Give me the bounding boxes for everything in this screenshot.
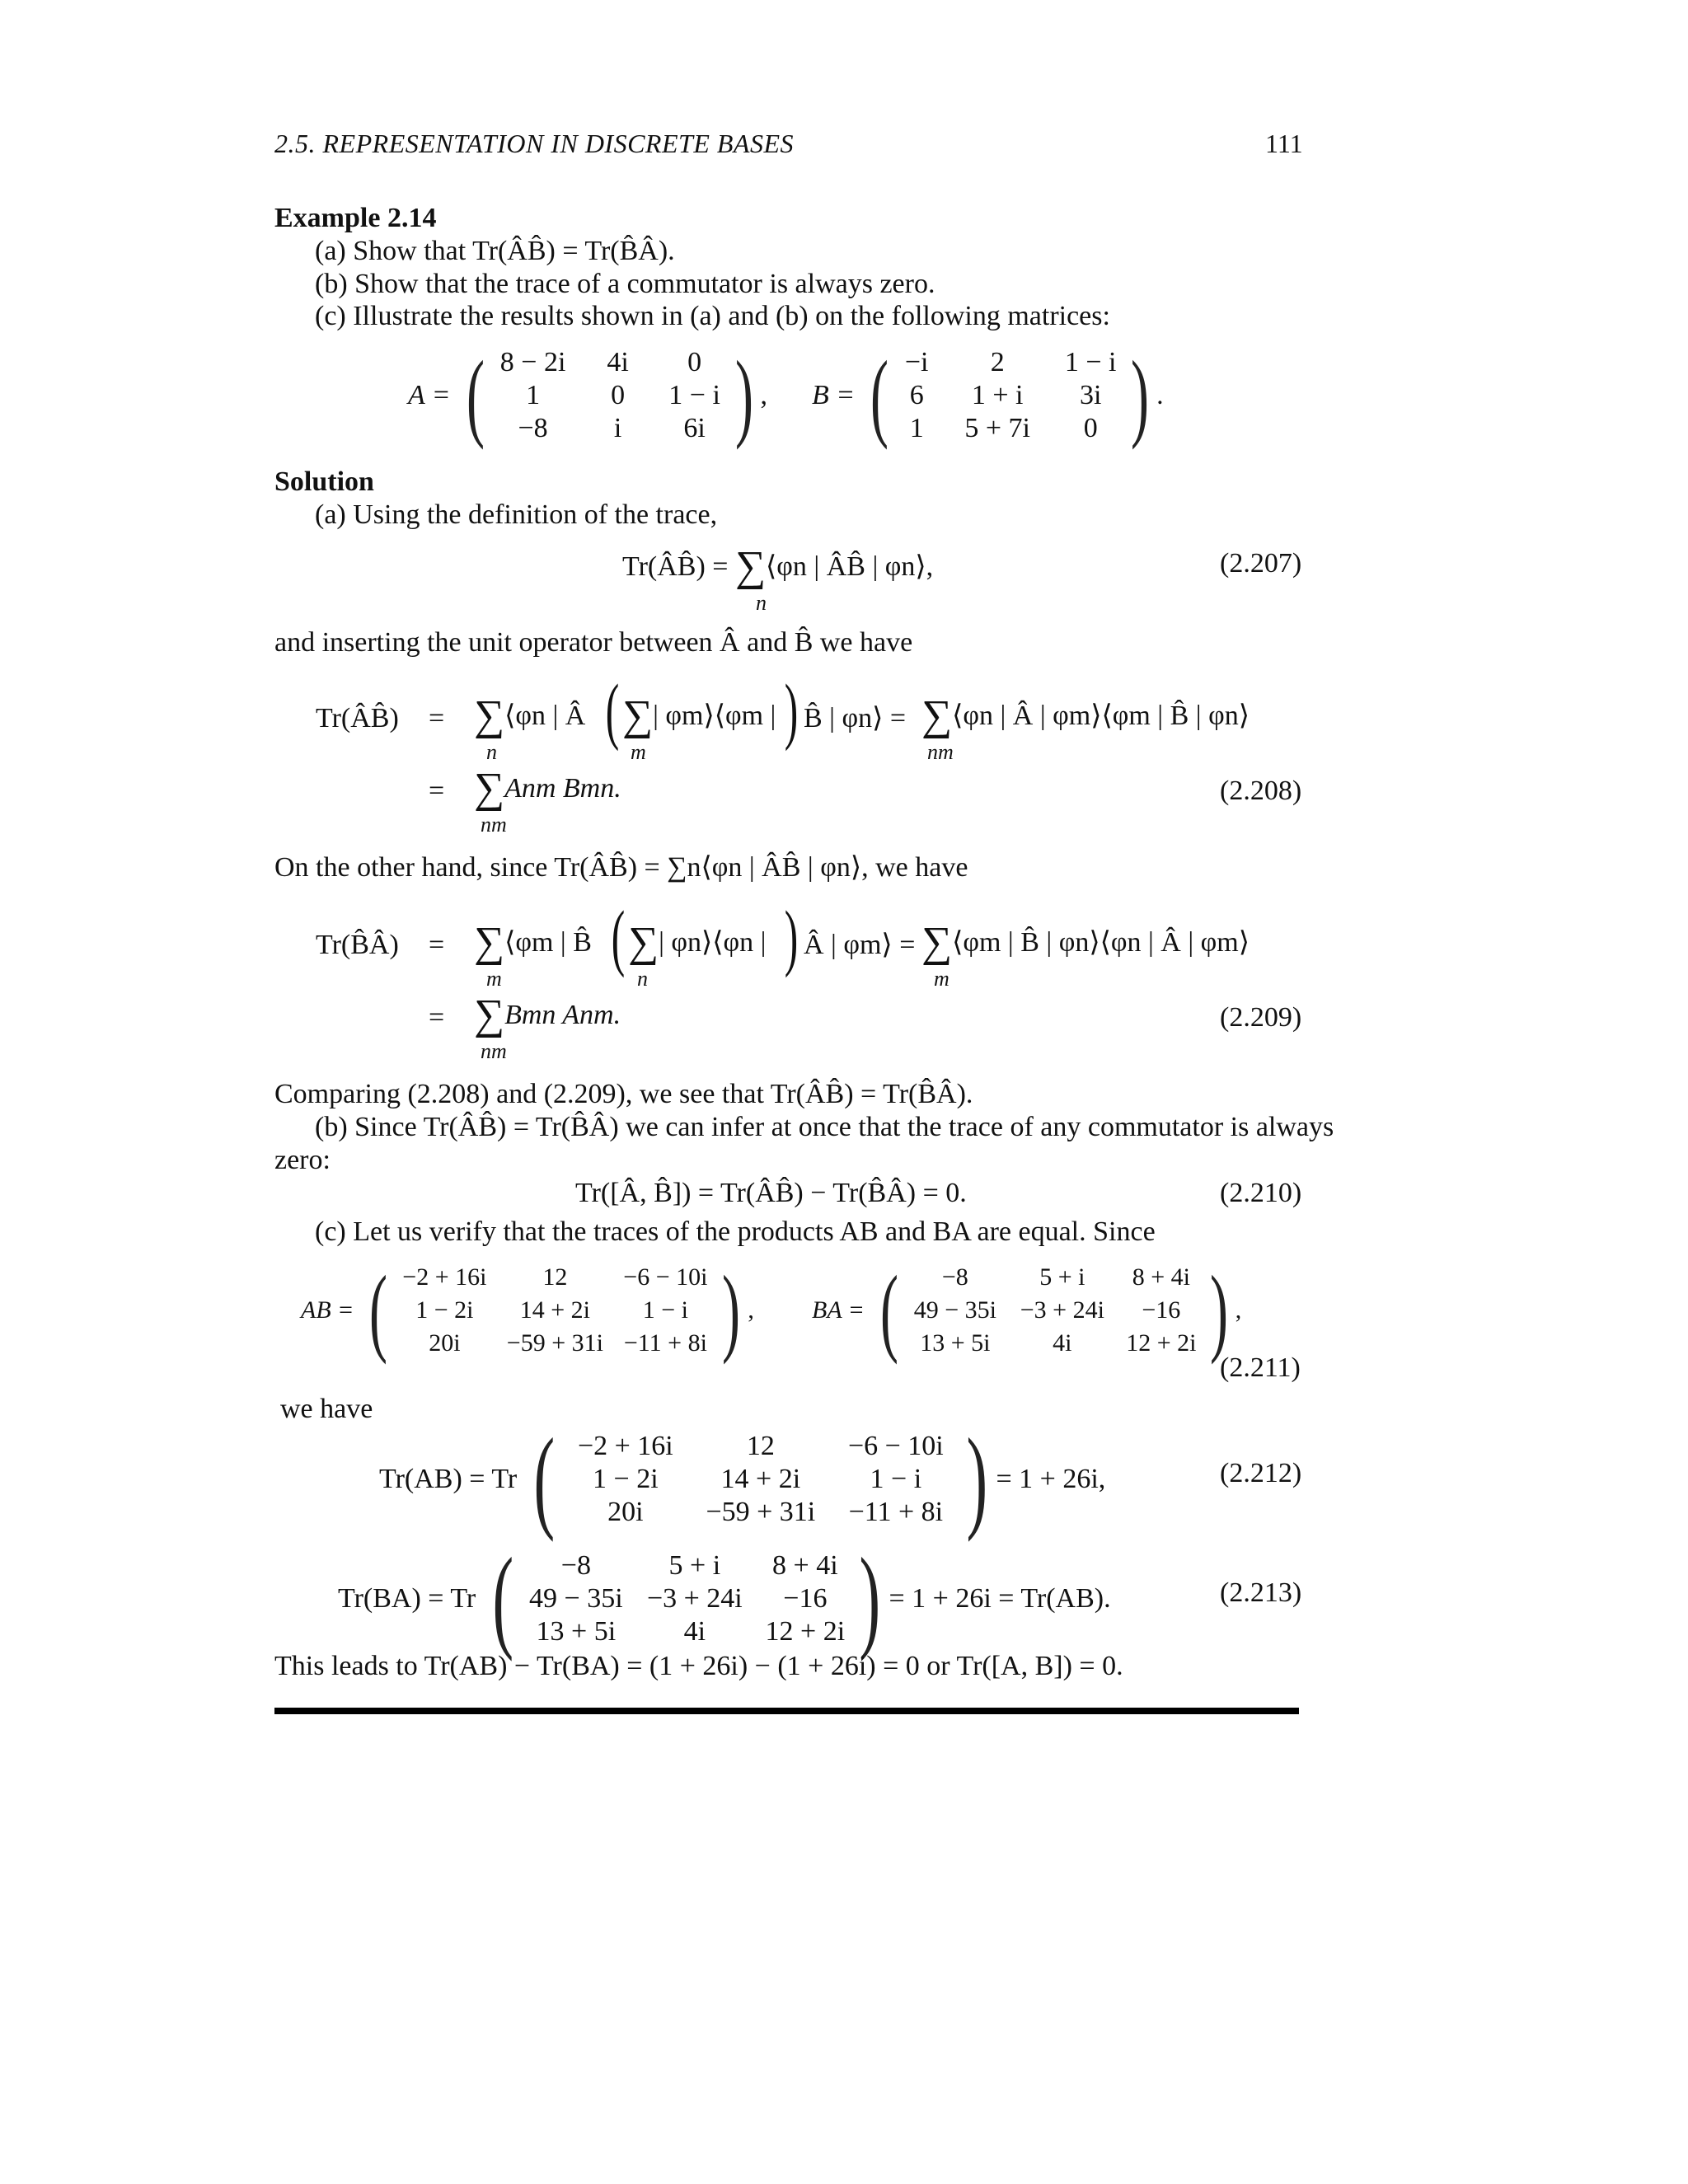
matrix-ab-label: AB = [301, 1296, 354, 1324]
matrix-cell: −59 + 31i [506, 1329, 603, 1357]
eq209-part-c: Â | φm⟩ = [804, 930, 916, 960]
matrix-cell: −6 − 10i [847, 1431, 944, 1461]
matrix-ab-grid [395, 1262, 715, 1359]
left-paren: ( [879, 1255, 898, 1365]
eq208-rhs [921, 692, 1250, 739]
conclusion-text: This leads to Tr(AB) − Tr(BA) = (1 + 26i) − (1 + 26i) = 0 or Tr([A, B]) = 0. [274, 1651, 1123, 1681]
matrix-cell: 0 [611, 380, 626, 410]
left-big-paren: ( [605, 670, 620, 752]
end-of-example-rule [274, 1708, 1299, 1714]
matrix-cell: 12 + 2i [1126, 1329, 1197, 1357]
eq208-part-b: | φm⟩⟨φm | [653, 701, 776, 731]
matrix-cell: i [613, 413, 622, 443]
eq209-line2 [474, 991, 621, 1038]
matrix-cell: −11 + 8i [848, 1497, 944, 1527]
matrix-cell: 49 − 35i [913, 1296, 996, 1324]
right-paren: ) [859, 1535, 880, 1662]
eq209-eq1: = [429, 930, 445, 960]
left-paren: ( [369, 1255, 388, 1365]
eq208-part-a: ⟨φn | Â [504, 701, 586, 731]
matrix-cell: −3 + 24i [1020, 1296, 1104, 1324]
eq209-line2-sub: nm [481, 1039, 507, 1063]
matrix-cell: 6i [683, 413, 706, 443]
eq212-lhs: Tr(AB) = Tr [379, 1464, 518, 1494]
sum-symbol: ∑ [474, 919, 505, 966]
sum-symbol: ∑ [921, 692, 953, 739]
eq209-eq2: = [429, 1002, 445, 1033]
matrix-separator: , [760, 380, 768, 410]
matrix-cell: 1 − 2i [415, 1296, 474, 1324]
matrix-cell: 49 − 35i [529, 1583, 623, 1614]
right-paren: ) [1131, 340, 1150, 450]
matrix-cell: 8 + 4i [772, 1550, 838, 1581]
eq-number-207: (2.207) [1220, 548, 1302, 579]
matrix-cell: 20i [429, 1329, 461, 1357]
matrix-cell: 20i [607, 1497, 644, 1527]
eq208-sub-n: n [486, 740, 497, 764]
solution-heading: Solution [274, 466, 374, 497]
example-part-c: (c) Illustrate the results shown in (a) and (b) on the following matrices: [315, 301, 1110, 331]
matrix-cell: 1 − 2i [593, 1464, 659, 1494]
eq209-line2-text: Bmn Anm. [504, 1000, 621, 1030]
eq208-line2-text: Anm Bmn. [504, 773, 621, 804]
equation-2-207 [622, 543, 934, 590]
eq212-rhs: = 1 + 26i, [996, 1464, 1106, 1494]
eq209-rhs [921, 921, 1250, 964]
left-paren: ( [466, 340, 485, 450]
part-c-text: (c) Let us verify that the traces of the products AB and BA are equal. Since [315, 1216, 1156, 1247]
eq212-grid [564, 1431, 958, 1528]
matrix-cell: 3i [1079, 380, 1102, 410]
left-paren: ( [492, 1535, 514, 1662]
matrix-a-label: A = [408, 380, 451, 410]
eq209-sub-m: m [486, 967, 502, 991]
matrix-cell: 13 + 5i [920, 1329, 991, 1357]
example-part-b: (b) Show that the trace of a commutator is always zero. [315, 269, 935, 299]
eq207-rhs: ⟨φn | ÂB̂ | φn⟩, [766, 551, 934, 582]
eq209-inner [628, 921, 766, 964]
matrix-cell: 1 − i [668, 380, 720, 410]
equation-2-210: Tr([Â, B̂]) = Tr(ÂB̂) − Tr(B̂Â) = 0. [575, 1178, 967, 1208]
matrix-separator: , [748, 1296, 754, 1324]
matrix-separator: , [1235, 1296, 1242, 1324]
equation-2-213 [338, 1535, 1111, 1662]
eq213-rhs: = 1 + 26i = Tr(AB). [889, 1583, 1111, 1614]
matrix-cell: −59 + 31i [706, 1497, 816, 1527]
eq209-part-d: ⟨φm | B̂ | φn⟩⟨φn | Â | φm⟩ [952, 927, 1250, 958]
matrix-ba [812, 1255, 1242, 1365]
matrix-cell: −11 + 8i [623, 1329, 707, 1357]
matrix-b-grid [896, 347, 1123, 444]
equation-2-212 [379, 1415, 1106, 1543]
eq-number-212: (2.212) [1220, 1458, 1302, 1488]
matrix-ab [301, 1255, 754, 1365]
eq207-lhs: Tr(ÂB̂) = [622, 551, 735, 582]
matrix-cell: 4i [683, 1616, 706, 1647]
eq208-sub-nm: nm [927, 740, 954, 764]
solution-a-intro: (a) Using the definition of the trace, [315, 499, 718, 530]
eq209-sub-m2: m [934, 967, 950, 991]
eq208-line1 [474, 692, 586, 739]
sum-symbol: ∑ [474, 765, 505, 812]
matrix-cell: −3 + 24i [646, 1583, 743, 1614]
matrix-cell: 1 − i [870, 1464, 922, 1494]
matrix-cell: 1 − i [642, 1296, 688, 1324]
matrix-b-label: B = [812, 380, 856, 410]
matrix-cell: 12 + 2i [765, 1616, 846, 1647]
matrix-cell: −6 − 10i [623, 1263, 708, 1291]
matrix-cell: −16 [783, 1583, 828, 1614]
eq208-line2 [474, 767, 621, 810]
matrix-cell: −2 + 16i [577, 1431, 673, 1461]
eq-number-213: (2.213) [1220, 1577, 1302, 1608]
matrix-cell: 0 [687, 347, 702, 377]
matrix-cell: 1 [909, 413, 924, 443]
eq213-lhs: Tr(BA) = Tr [338, 1583, 476, 1614]
eq-number-210: (2.210) [1220, 1178, 1302, 1208]
matrix-cell: −8 [518, 413, 548, 443]
matrix-cell: 12 [746, 1431, 775, 1461]
matrix-cell: 4i [1053, 1329, 1072, 1357]
eq208-lhs: Tr(ÂB̂) [316, 703, 399, 733]
example-part-a: (a) Show that Tr(ÂB̂) = Tr(B̂Â). [315, 236, 675, 266]
eq208-sub-m: m [631, 740, 646, 764]
matrix-cell: 1 + i [971, 380, 1024, 410]
matrix-cell: 5 + i [668, 1550, 721, 1581]
right-paren: ) [966, 1415, 987, 1543]
right-paren: ) [722, 1255, 741, 1365]
left-paren: ( [870, 340, 889, 450]
eq-number-208: (2.208) [1220, 776, 1302, 806]
zero-text: zero: [274, 1145, 331, 1175]
eq209-lhs: Tr(B̂Â) [316, 930, 399, 960]
matrix-cell: 4i [607, 347, 629, 377]
eq208-eq2: = [429, 776, 445, 806]
left-big-paren: ( [611, 897, 626, 978]
matrix-cell: 1 [526, 380, 541, 410]
sum-symbol: ∑ [474, 991, 505, 1038]
eq213-grid [523, 1550, 851, 1647]
matrix-cell: 14 + 2i [519, 1296, 590, 1324]
part-b-text: (b) Since Tr(ÂB̂) = Tr(B̂Â) we can infer at once that the trace of any commutator is always [315, 1112, 1334, 1142]
eq209-part-b: | φn⟩⟨φn | [659, 927, 767, 958]
page-number: 111 [1265, 129, 1303, 158]
matrix-cell: 12 [542, 1263, 568, 1291]
example-heading: Example 2.14 [274, 203, 437, 233]
sum-symbol: ∑ [622, 692, 654, 739]
eq-number-211: (2.211) [1220, 1352, 1301, 1383]
matrix-a [408, 340, 768, 450]
matrix-cell: 5 + 7i [964, 413, 1030, 443]
running-header: 2.5. REPRESENTATION IN DISCRETE BASES [274, 129, 794, 158]
matrix-cell: 5 + i [1039, 1263, 1085, 1291]
matrix-ba-label: BA = [812, 1296, 865, 1324]
eq209-part-a: ⟨φm | B̂ [504, 927, 592, 958]
matrix-a-grid [492, 347, 728, 444]
matrix-cell: 8 + 4i [1132, 1263, 1190, 1291]
sum-symbol: ∑ [734, 543, 767, 590]
matrix-cell: 2 [990, 347, 1005, 377]
matrix-cell: −8 [941, 1263, 968, 1291]
comparing-text: Comparing (2.208) and (2.209), we see that Tr(ÂB̂) = Tr(B̂Â). [274, 1079, 973, 1109]
matrix-cell: 0 [1083, 413, 1098, 443]
sum-symbol: ∑ [921, 919, 953, 966]
matrix-cell: −i [904, 347, 929, 377]
eq208-part-c: B̂ | φn⟩ = [804, 703, 907, 733]
right-paren: ) [1209, 1255, 1228, 1365]
other-hand-text: On the other hand, since Tr(ÂB̂) = ∑n⟨φn | ÂB̂ | φn⟩, we have [274, 852, 968, 883]
matrix-cell: 13 + 5i [536, 1616, 617, 1647]
eq208-eq1: = [429, 703, 445, 733]
sum-symbol: ∑ [474, 692, 505, 739]
eq208-line2-sub: nm [481, 813, 507, 837]
we-have-text: we have [280, 1394, 373, 1424]
right-paren: ) [734, 340, 753, 450]
right-big-paren: ) [784, 670, 799, 752]
matrix-cell: −16 [1142, 1296, 1181, 1324]
eq-number-209: (2.209) [1220, 1002, 1302, 1033]
eq208-inner [622, 692, 776, 739]
matrix-ba-grid [906, 1262, 1203, 1359]
matrix-cell: 8 − 2i [499, 347, 566, 377]
right-big-paren: ) [784, 897, 799, 978]
eq209-line1 [474, 921, 592, 964]
eq207-sub: n [756, 591, 767, 615]
matrix-cell: 6 [909, 380, 924, 410]
sum-symbol: ∑ [628, 919, 659, 966]
eq208-part-d: ⟨φn | Â | φm⟩⟨φm | B̂ | φn⟩ [952, 701, 1250, 731]
matrix-end: . [1156, 380, 1164, 410]
insert-text: and inserting the unit operator between Â and B̂ we have [274, 627, 913, 658]
matrix-cell: 1 − i [1064, 347, 1117, 377]
matrix-cell: −2 + 16i [402, 1263, 487, 1291]
matrix-b [812, 340, 1164, 450]
left-paren: ( [533, 1415, 556, 1543]
matrix-cell: −8 [560, 1550, 591, 1581]
eq209-sub-n: n [637, 967, 648, 991]
matrix-cell: 14 + 2i [720, 1464, 801, 1494]
